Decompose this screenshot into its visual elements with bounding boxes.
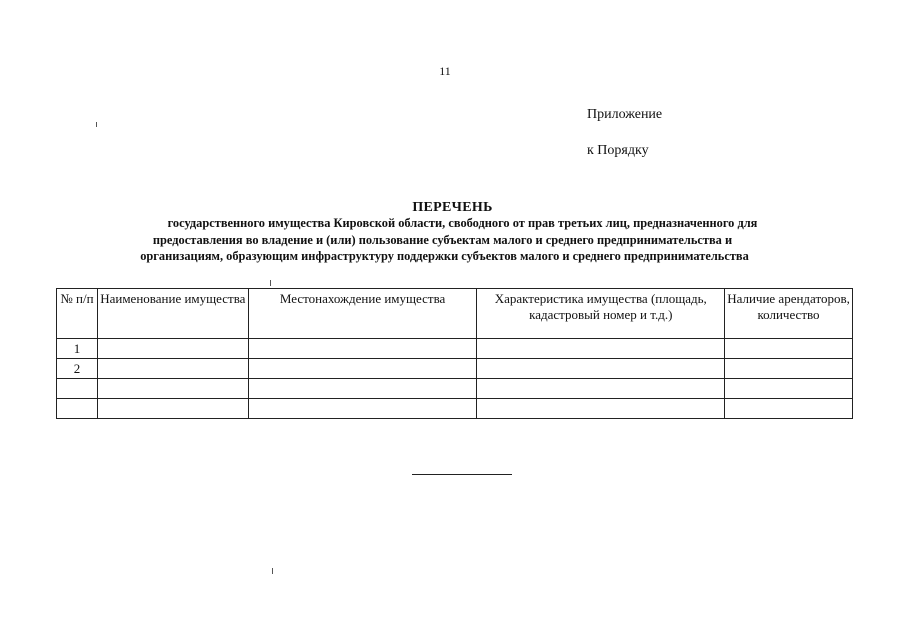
appendix-label: Приложение [587, 107, 663, 122]
document-subtitle-line-1: государственного имущества Кировской области, свободного от прав третьих лиц, предназначенного для [167, 216, 758, 230]
header-location: Местонахождение имущества [248, 289, 477, 339]
row-tenants [725, 359, 853, 379]
row-property-name [97, 399, 248, 419]
table-row [57, 379, 853, 399]
document-subtitle-line-2: предоставления во владение и (или) пользование субъектам малого и среднего предпринимательства и [152, 233, 733, 247]
row-location [248, 339, 477, 359]
document-title: ПЕРЕЧЕНЬ [412, 200, 493, 215]
row-location [248, 399, 477, 419]
header-property-name: Наименование имущества [97, 289, 248, 339]
row-tenants [725, 379, 853, 399]
row-number [57, 399, 98, 419]
row-property-name [97, 359, 248, 379]
table-row [57, 339, 853, 359]
row-tenants [725, 339, 853, 359]
table-header-row [57, 289, 853, 339]
header-tenants: Наличие арендаторов, количество [725, 289, 853, 339]
row-number: 2 [57, 359, 98, 379]
row-location [248, 379, 477, 399]
row-tenants [725, 399, 853, 419]
appendix-reference: к Порядку [587, 143, 649, 158]
scan-artifact [272, 568, 273, 574]
header-characteristics: Характеристика имущества (площадь, кадастровый номер и т.д.) [477, 289, 725, 339]
scan-artifact [270, 280, 271, 286]
header-number: № п/п [57, 289, 98, 339]
row-characteristics [477, 399, 725, 419]
table-row [57, 399, 853, 419]
document-subtitle-line-3: организациям, образующим инфраструктуру поддержки субъектов малого и среднего предпринимательства [140, 249, 749, 263]
closing-rule [412, 474, 512, 475]
row-number [57, 379, 98, 399]
row-characteristics [477, 339, 725, 359]
row-property-name [97, 379, 248, 399]
row-property-name [97, 339, 248, 359]
row-location [248, 359, 477, 379]
row-characteristics [477, 379, 725, 399]
property-registry-table [56, 288, 853, 419]
row-characteristics [477, 359, 725, 379]
row-number: 1 [57, 339, 98, 359]
page-number: 11 [439, 64, 451, 78]
table-row [57, 359, 853, 379]
scan-artifact [96, 122, 97, 127]
